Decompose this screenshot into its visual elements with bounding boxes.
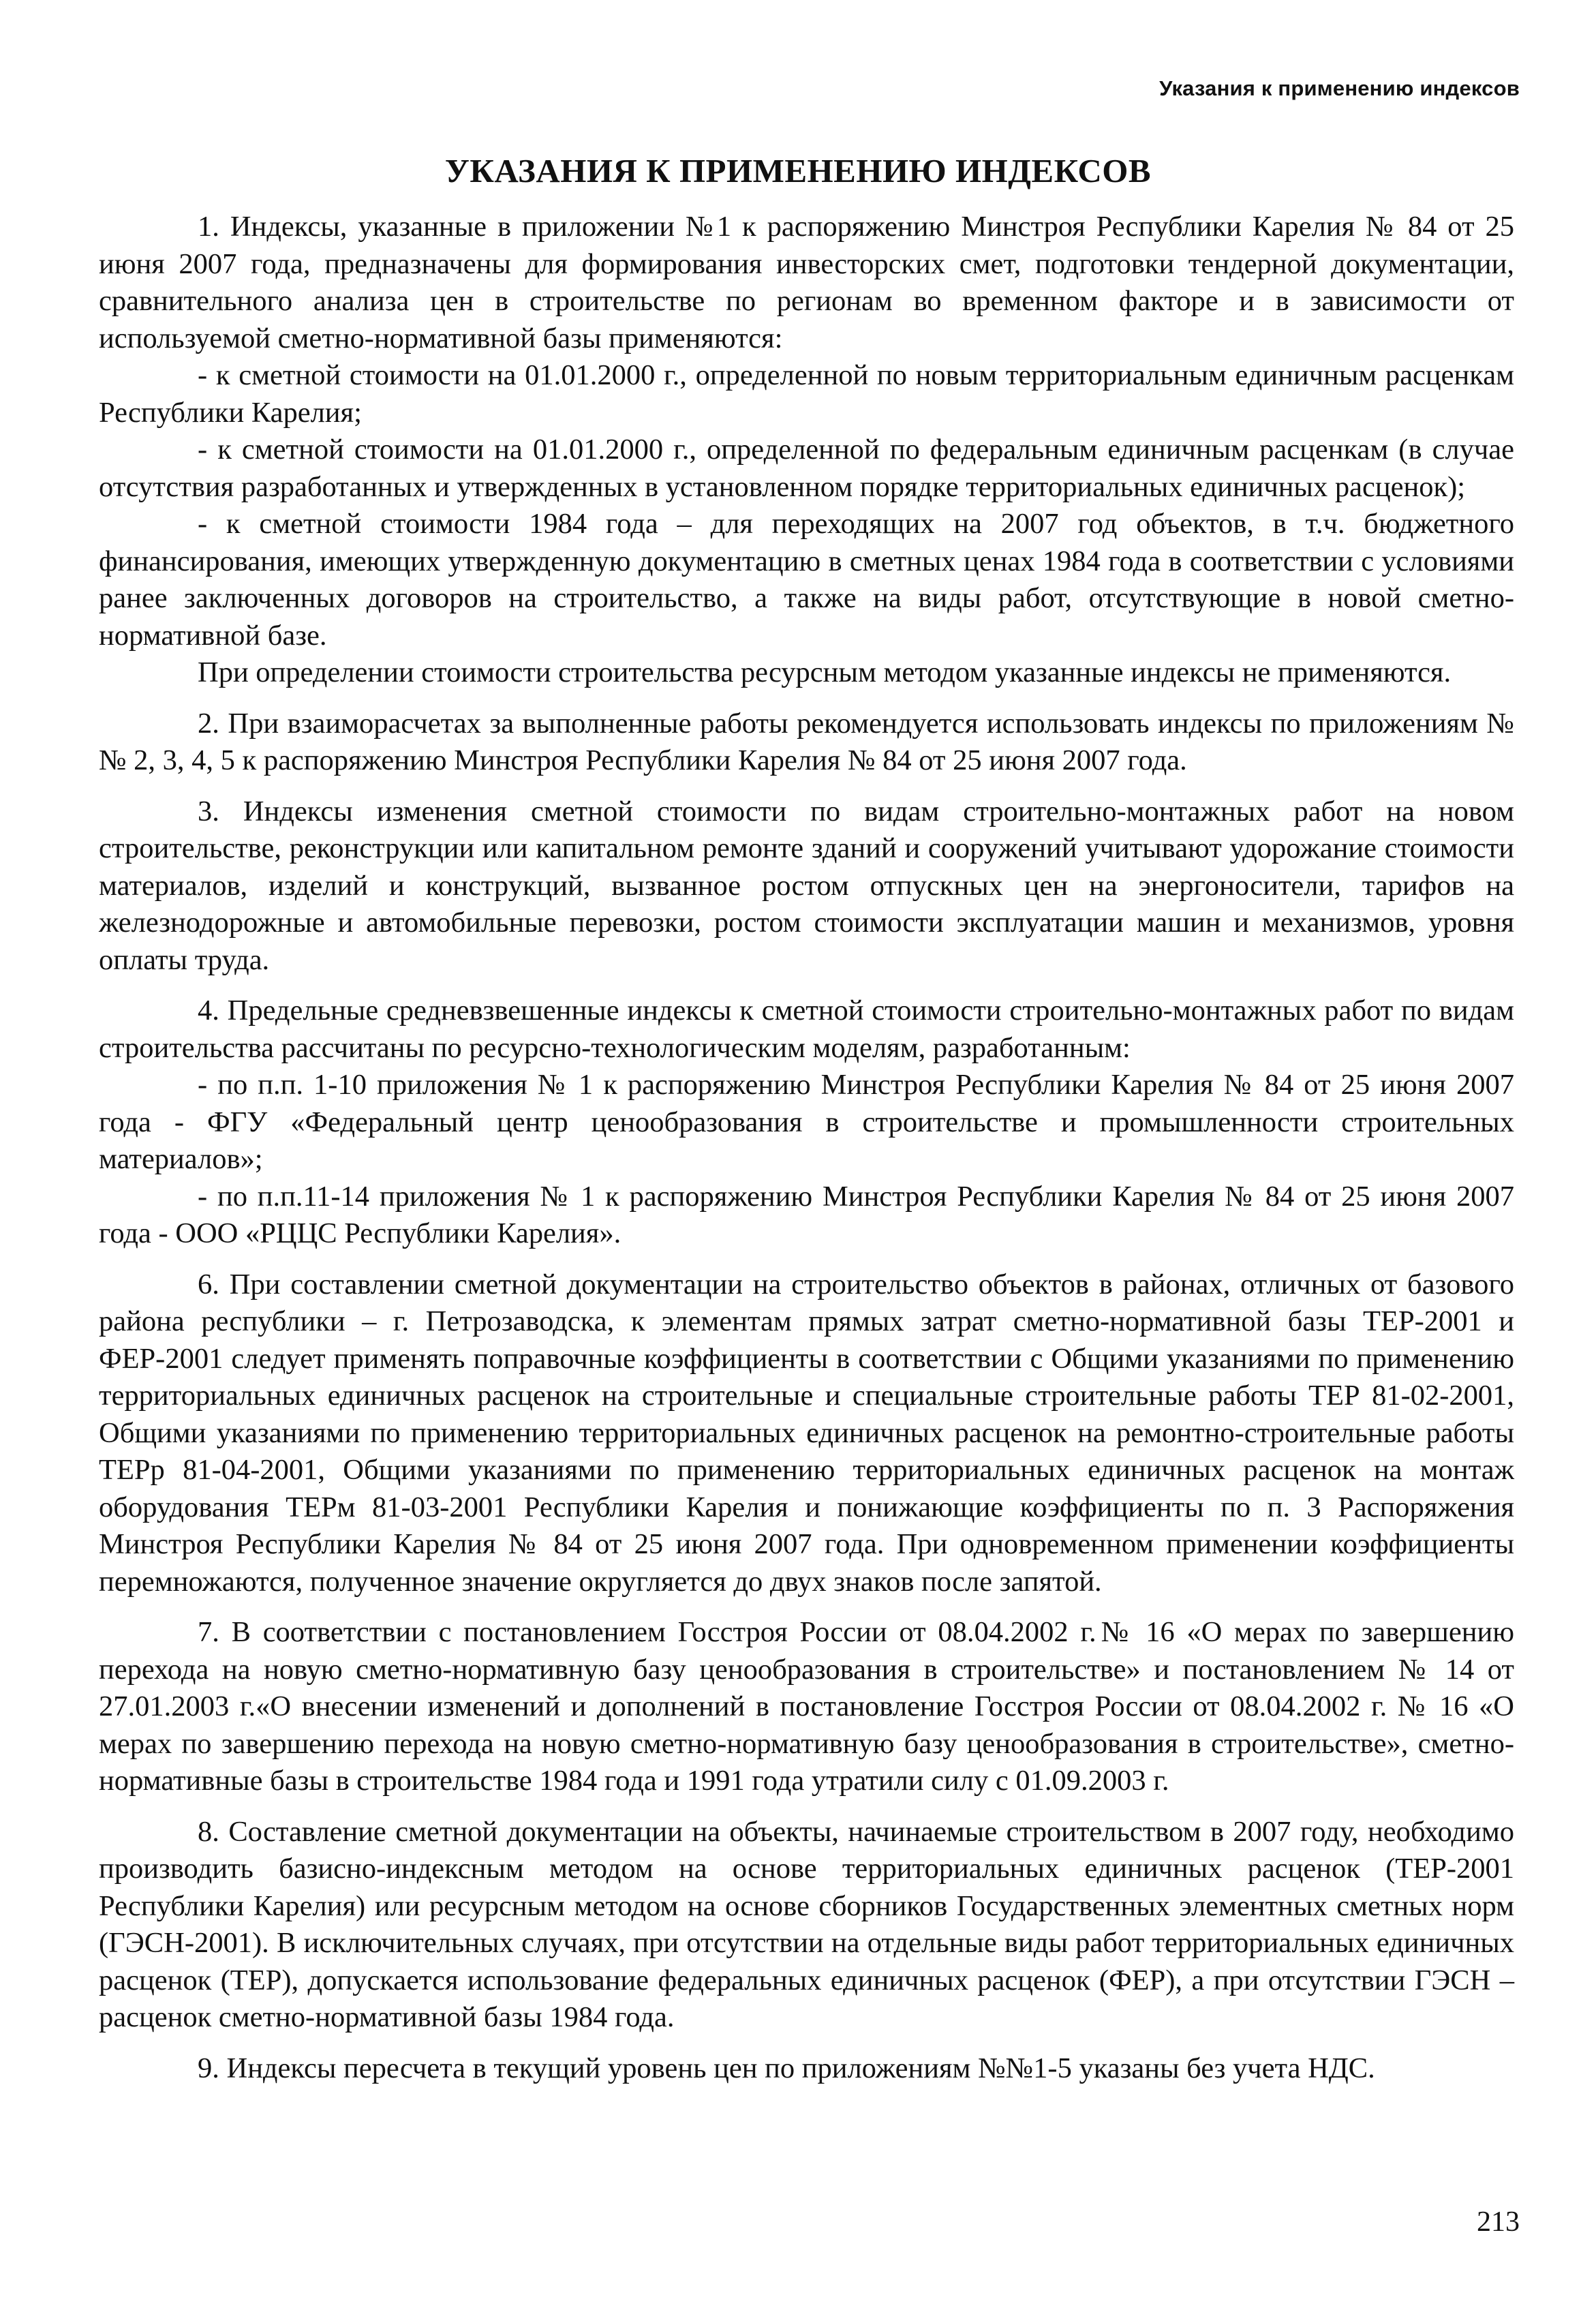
paragraph-2: 2. При взаиморасчетах за выполненные работы рекомендуется использовать индексы по приложениям №№ 2, 3, 4, 5 к распоряжению Минстроя Республики Карелия № 84 от 25 июня 2007 года. [99, 707, 1514, 776]
paragraph-9: 9. Индексы пересчета в текущий уровень цен по приложениям №№1-5 указаны без учета НДС. [198, 2052, 1375, 2084]
paragraph-7: 7. В соответствии с постановлением Госстроя России от 08.04.2002 г.№ 16 «О мерах по завершению перехода на новую сметно-нормативную базу ценообразования в строительстве» и постановлением № 14 от 27.01.2003 г.«О внесении изменений и дополнений в постановление Госстроя России от 08.04.2002 г. № 16 «О мерах по завершению перехода на новую сметно-нормативную базу ценообразования в строительстве», сметно-нормативные базы в строительстве 1984 года и 1991 года утратили силу с 01.09.2003 г. [99, 1616, 1514, 1797]
paragraph-6: 6. При составлении сметной документации на строительство объектов в районах, отличных от базового района республики – г. Петрозаводска, к элементам прямых затрат сметно-нормативной базы ТЕР-2001 и ФЕР-2001 следует применять поправочные коэффициенты в соответствии с Общими указаниями по применению территориальных единичных расценок на строительные и специальные строительные работы ТЕР 81-02-2001, Общими указаниями по применению территориальных единичных расценок на ремонтно-строительные работы ТЕРр 81-04-2001, Общими указаниями по применению территориальных единичных расценок на монтаж оборудования ТЕРм 81-03-2001 Республики Карелия и понижающие коэффициенты по п. 3 Распоряжения Минстроя Республики Карелия № 84 от 25 июня 2007 года. При одновременном применении коэффициенты перемножаются, полученное значение округляется до двух знаков после запятой. [99, 1268, 1514, 1598]
paragraph-1-item-fer: - к сметной стоимости на 01.01.2000 г., определенной по федеральным единичным расценкам (в случае отсутствия разработанных и утвержденных в установленном порядке территориальных единичных расценок); [99, 433, 1514, 503]
paragraph-3: 3. Индексы изменения сметной стоимости по видам строительно-монтажных работ на новом строительстве, реконструкции или капитальном ремонте зданий и сооружений учитывают удорожание стоимости материалов, изделий и конструкций, вызванное ростом отпускных цен на энергоносители, тарифов на железнодорожные и автомобильные перевозки, ростом стоимости эксплуатации машин и механизмов, уровня оплаты труда. [99, 795, 1514, 976]
paragraph-1-item-new-ter: - к сметной стоимости на 01.01.2000 г., определенной по новым территориальным единичным расценкам Республики Карелия; [99, 359, 1514, 429]
paragraph-4-item-rccs: - по п.п.11-14 приложения № 1 к распоряжению Минстроя Республики Карелия № 84 от 25 июня 2007 года - ООО «РЦЦС Республики Карелия». [99, 1180, 1514, 1249]
paragraph-8: 8. Составление сметной документации на объекты, начинаемые строительством в 2007 году, необходимо производить базисно-индексным методом на основе территориальных единичных расценок (ТЕР-2001 Республики Карелия) или ресурсным методом на основе сборников Государственных элементных сметных норм (ГЭСН-2001). В исключительных случаях, при отсутствии на отдельные виды работ территориальных единичных расценок (ТЕР), допускается использование федеральных единичных расценок (ФЕР), а при отсутствии ГЭСН – расценок сметно-нормативной базы 1984 года. [99, 1815, 1514, 2033]
paragraph-1-intro: 1. Индексы, указанные в приложении №1 к распоряжению Минстроя Республики Карелия № 84 от 25 июня 2007 года, предназначены для формирования инвесторских смет, подготовки тендерной документации, сравнительного анализа цен в строительстве по регионам во временном факторе и в зависимости от используемой сметно-нормативной базы применяются: [99, 211, 1514, 354]
document-title: УКАЗАНИЯ К ПРИМЕНЕНИЮ ИНДЕКСОВ [444, 152, 1152, 189]
running-header: Указания к применению индексов [1159, 76, 1520, 100]
paragraph-1-note: При определении стоимости строительства ресурсным методом указанные индексы не применяются. [198, 656, 1452, 688]
paragraph-4-item-fgu: - по п.п. 1-10 приложения № 1 к распоряжению Минстроя Республики Карелия № 84 от 25 июня 2007 года - ФГУ «Федеральный центр ценообразования в строительстве и промышленности строительных материалов»; [99, 1069, 1514, 1175]
document-body [99, 209, 1514, 2087]
page-number: 213 [1477, 2206, 1520, 2238]
paragraph-1-item-1984: - к сметной стоимости 1984 года – для переходящих на 2007 год объектов, в т.ч. бюджетного финансирования, имеющих утвержденную документацию в сметных ценах 1984 года в соответствии с условиями ранее заключенных договоров на строительство, а также на виды работ, отсутствующие в новой сметно-нормативной базе. [99, 508, 1514, 652]
paragraph-4-intro: 4. Предельные средневзвешенные индексы к сметной стоимости строительно-монтажных работ по видам строительства рассчитаны по ресурсно-технологическим моделям, разработанным: [99, 994, 1514, 1064]
